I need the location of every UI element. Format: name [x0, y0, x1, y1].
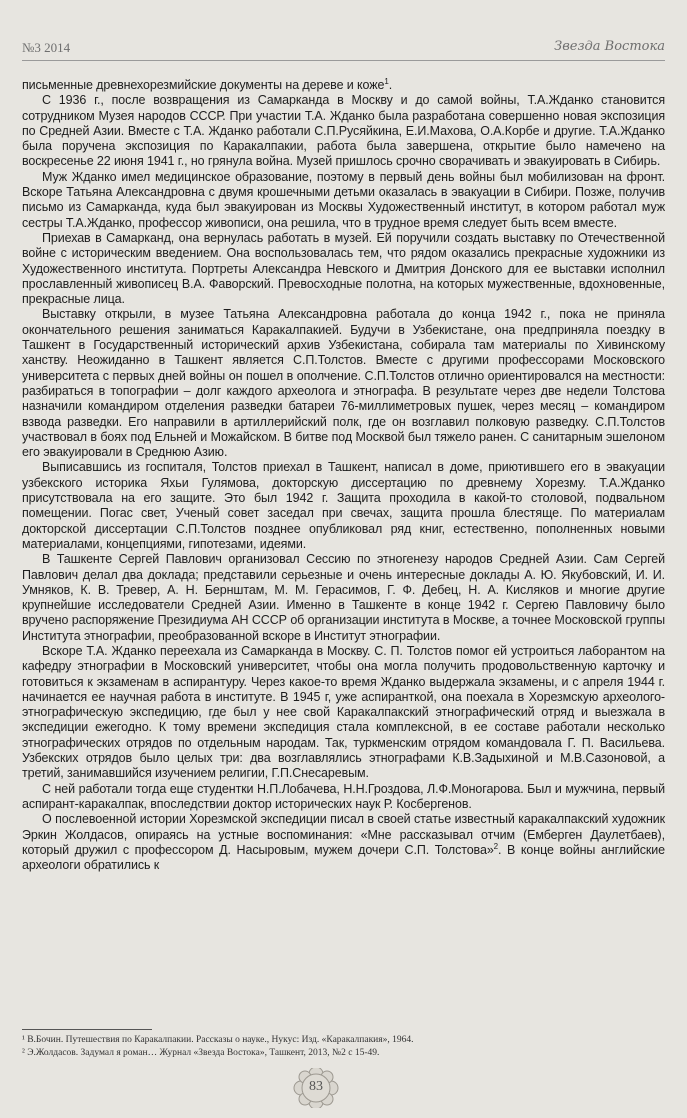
page-number-badge — [293, 1068, 339, 1108]
paragraph-5: Выставку открыли, в музее Татьяна Александровна работала до конца 1942 г., пока не приняла окончательного решения заниматься Каракалпакией. Будучи в Узбекистане, она предприняла поездку в Ташкент в Государственный исторический архив Узбекистана, собирала там материалы по Хивинскому ханству. Неожиданно в Ташкент является С.П.Толстов. Вместе с другими профессорами Московского университета с первых дней войны он пошел в ополчение. С.П.Толстов отлично ориентировался на местности: разбираться в топографии – долг каждого археолога и этнографа. В результате через две недели Толстова назначили командиром отделения разведки батареи 76-миллиметровых пушек, через месяц – командиром взвода разведки. Его направили в артиллерийский полк, где он возглавил полковую разведку. С.П.Толстов участвовал в боях под Ельней и Можайском. В битве под Москвой был тяжело ранен. С санитарным эшелоном его эвакуировали в Среднюю Азию. — [22, 307, 665, 460]
paragraph-6: Выписавшись из госпиталя, Толстов приехал в Ташкент, написал в доме, приютившего его в эвакуации узбекского историка Яхьи Гулямова, докторскую диссертацию по древнему Хорезму. Т.А.Жданко присутствовала на его защите. Это был 1942 г. Защита проходила в какой-то столовой, подвальном помещении. Погас свет, Ученый совет заседал при свечах, защита прошла блестяще. По материалам докторской диссертации С.П.Толстов позднее опубликовал ряд книг, естественно, пополненных новыми материалами, концепциями, гипотезами, идеями. — [22, 460, 665, 551]
paragraph-8: Вскоре Т.А. Жданко переехала из Самарканда в Москву. С. П. Толстов помог ей устроиться лаборантом на кафедру этнографии в Московский университет, чтобы она могла получить продовольственную карточку и готовиться к экзаменам в аспирантуру. Через какое-то время Жданко выдержала экзамены, и с апреля 1944 г. начинается ее научная работа в институте. В 1945 г, уже аспиранткой, она поехала в Хорезмскую археолого-этнографическую экспедицию, где был у нее свой Каракалпакский этнографический отряд и выезжала в экспедиции ежегодно. К тому времени экспедиция стала комплексной, в ее составе работали несколько этнографических отрядов по отдельным народам. Так, туркменским отрядом командовала Г. П. Васильева. Узбекских отрядов было целых три: два возглавлялись этнографами К.В.Задыхиной и М.В.Сазоновой, а третий, занимавшийся изучением религии, Г.П.Снесаревым. — [22, 643, 665, 781]
article-body — [22, 78, 665, 873]
footnote-1: ¹ В.Бочин. Путешествия по Каракалпакии. Рассказы о науке., Нукус: Изд. «Каракалпакия», 1964. — [22, 1035, 414, 1045]
paragraph-4: Приехав в Самарканд, она вернулась работать в музей. Ей поручили создать выставку по Отечественной войне с историческим введением. Она воспользовалась тем, что рядом оказались прекрасные художники из Художественного института. Портреты Александра Невского и Дмитрия Донского для ее выставки исполнил прославленный живописец В.А. Фаворский. Превосходные полотна, на которых мужественные, вдохновенные, прекрасные лица. — [22, 230, 665, 307]
footnotes — [22, 1034, 665, 1060]
header-rule — [22, 60, 665, 61]
page-number: 83 — [309, 1079, 323, 1094]
footnote-ref-2[interactable]: 2 — [493, 841, 499, 851]
issue-number: №3 2014 — [22, 40, 71, 55]
journal-title: Звезда Востока — [554, 39, 665, 54]
paragraph-1: письменные древнехорезмийские документы на дереве и коже$^1$. — [22, 76, 393, 92]
paragraph-9: С ней работали тогда еще студентки Н.П.Лобачева, Н.Н.Гроздова, Л.Ф.Моногарова. Был и мужчина, первый аспирант-каракалпак, впоследствии доктор исторических наук Р. Косбергенов. — [22, 781, 665, 811]
footnote-2: ² Э.Жолдасов. Задумал я роман… Журнал «Звезда Востока», Ташкент, 2013, №2 с 15-49. — [22, 1048, 380, 1058]
footnote-ref-1[interactable]: 1 — [384, 76, 389, 86]
footnote-rule — [22, 1029, 152, 1030]
running-header — [22, 40, 665, 62]
paragraph-7: В Ташкенте Сергей Павлович организовал Сессию по этногенезу народов Средней Азии. Сам Сергей Павлович делал два доклада; представили серьезные и очень интересные доклады А. Ю. Якубовский, И. И. Умняков, К. В. Тревер, А. Н. Бернштам, М. М. Герасимов, Г. Ф. Дебец, Н. А. Кисляков и многие другие крупнейшие исследователи Средней Азии. Именно в Ташкенте в конце 1942 г. Сергею Павловичу было вручено распоряжение Президиума АН СССР об организации института в Москве, а точнее Московской группы Института этнографии, преобразованной вскоре в Институт этнографии. — [22, 552, 665, 643]
paragraph-10: О послевоенной истории Хорезмской экспедиции писал в своей статье известный каракалпакский художник Эркин Жолдасов, опираясь на устные воспоминания: «Мне рассказывал отчим (Емберген Даулетбаев), который дружил с профессором Д. Насыровым, мужем дочери С.П. Толстова»$^2$. В конце войны английские археологи обратились к — [22, 812, 665, 873]
paragraph-2: С 1936 г., после возвращения из Самарканда в Москву и до самой войны, Т.А.Жданко становится сотрудником Музея народов СССР. При участии Т.А. Жданко была разработана совершенно новая экспозиция по Средней Азии. Вместе с Т.А. Жданко работали С.П.Русяйкина, Е.И.Махова, О.А.Корбе и другие. Т.А.Жданко была поручена экспозиция по Каракалпакии, работа была завершена, открытие было намечено на воскресенье 22 июня 1941 г., но грянула война. Музей пришлось срочно сворачивать и эвакуировать в Сибирь. — [22, 93, 665, 169]
paragraph-3: Муж Жданко имел медицинское образование, поэтому в первый день войны был мобилизован на фронт. Вскоре Татьяна Александровна с двумя крошечными детьми оказалась в эвакуации в Сибири. Позже, получив письмо из Самарканда, куда был эвакуирован из Москвы Художественный институт, в котором работал муж сестры Т.А.Жданко, профессор живописи, она решила, что в трудное время следует быть всем вместе. — [22, 169, 665, 230]
